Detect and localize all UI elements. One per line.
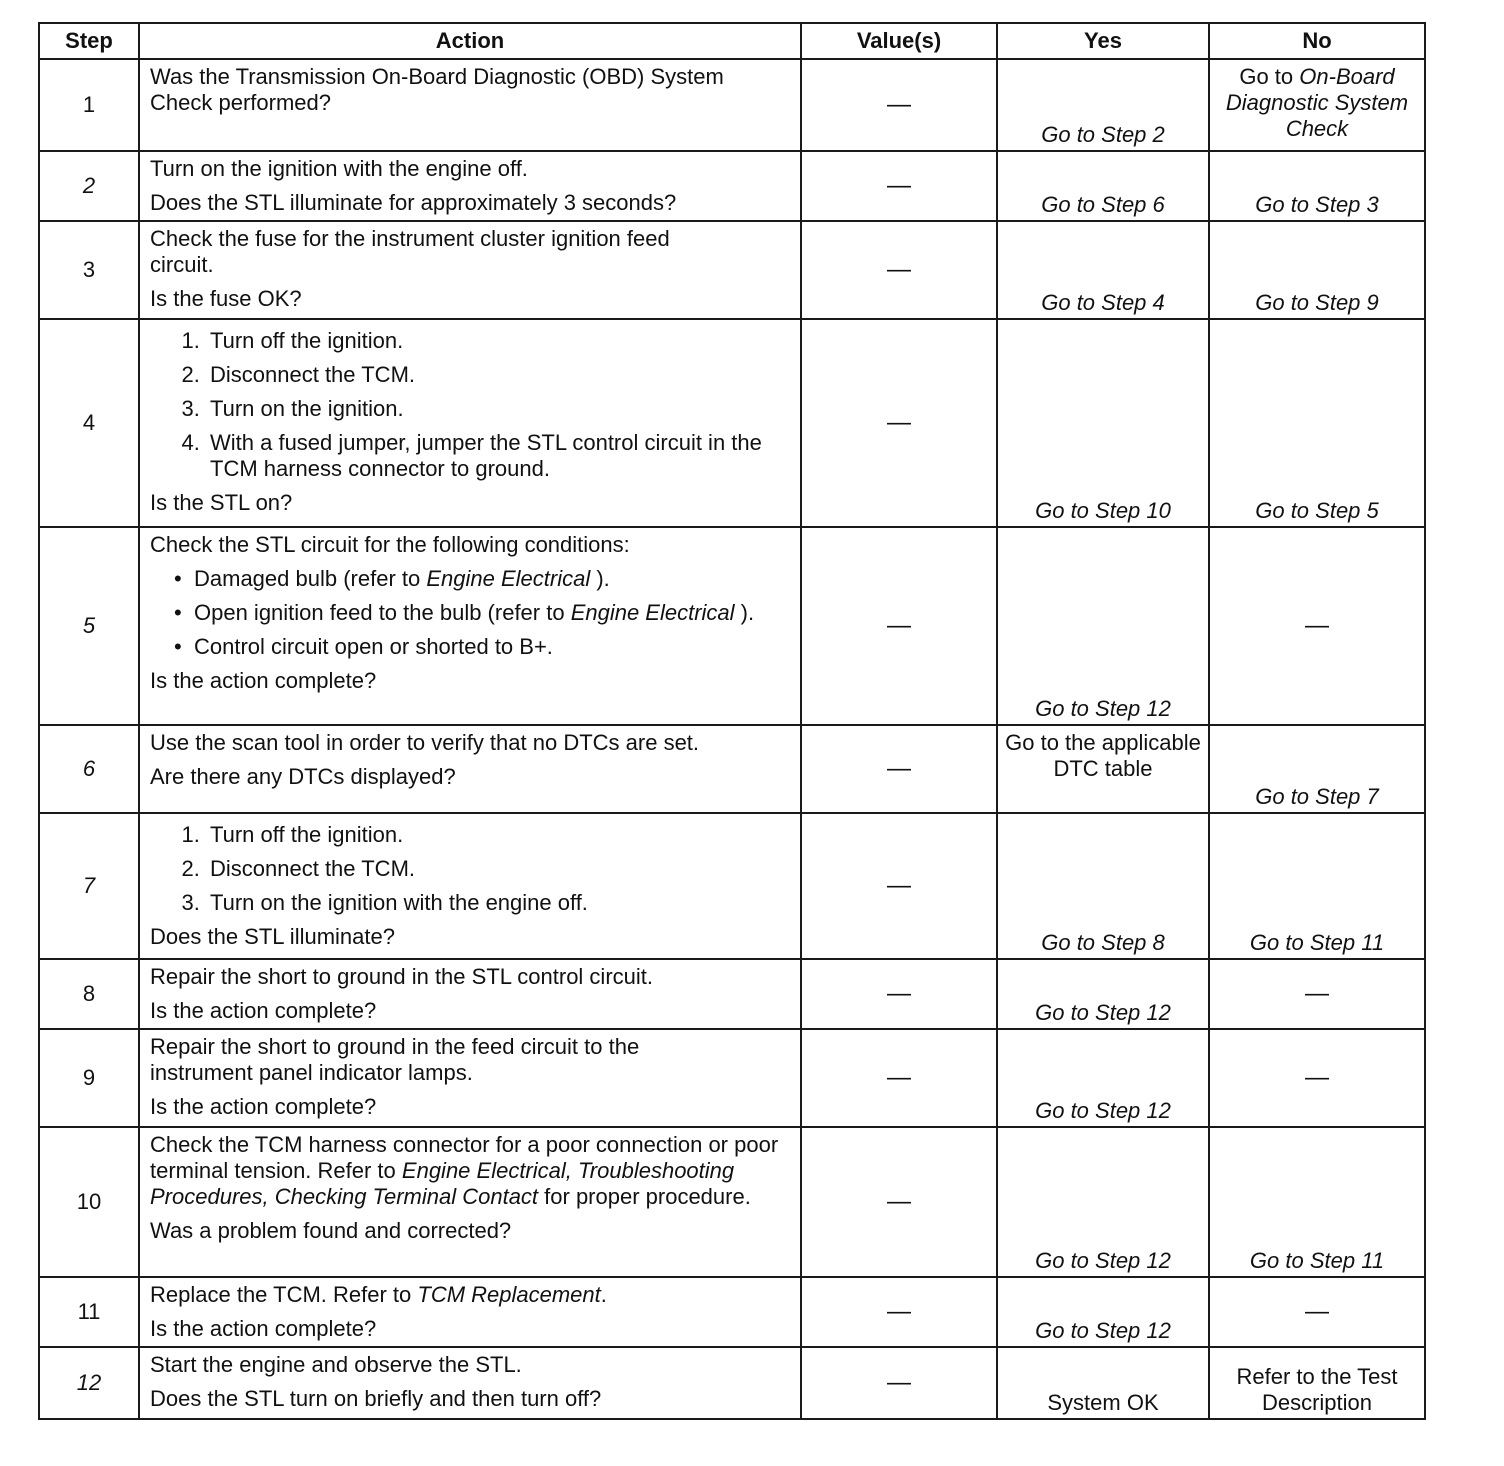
bullet-icon: • <box>174 600 182 625</box>
header-yes: Yes <box>997 23 1209 59</box>
action-text: Repair the short to ground in the feed circuit to the instrument panel indicator lamps. <box>150 1034 640 1085</box>
action-text: Check the STL circuit for the following conditions: <box>150 532 630 557</box>
header-no: No <box>1209 23 1425 59</box>
step-number: 1 <box>39 59 139 151</box>
action-cell <box>139 725 801 813</box>
value-cell: — <box>801 1029 997 1127</box>
no-prefix: Go to <box>1239 64 1300 89</box>
action-cell <box>139 319 801 527</box>
value-cell: — <box>801 813 997 959</box>
action-question: Does the STL illuminate for approximately 3 seconds? <box>150 190 677 215</box>
step-number: 7 <box>39 813 139 959</box>
no-cell: Refer to the Test Description <box>1209 1347 1425 1419</box>
table-row <box>39 725 1425 813</box>
yes-cell: Go to Step 12 <box>997 1127 1209 1277</box>
table-row <box>39 1347 1425 1419</box>
no-cell: — <box>1209 527 1425 725</box>
action-question: Does the STL turn on briefly and then turn off? <box>150 1386 602 1411</box>
value-cell: — <box>801 151 997 221</box>
table-row <box>39 1277 1425 1347</box>
value-cell: — <box>801 1127 997 1277</box>
no-cell: Go to Step 9 <box>1209 221 1425 319</box>
table-row <box>39 527 1425 725</box>
no-cell: — <box>1209 1029 1425 1127</box>
table-row <box>39 813 1425 959</box>
value-cell: — <box>801 959 997 1029</box>
action-cell <box>139 813 801 959</box>
action-steps-list <box>150 328 792 482</box>
list-item: • Open ignition feed to the bulb (refer to Engine Electrical ). <box>174 600 755 625</box>
step-number: 12 <box>39 1347 139 1419</box>
diagnostic-table-sheet <box>38 22 1424 1420</box>
yes-cell: Go to Step 10 <box>997 319 1209 527</box>
yes-cell: Go to Step 12 <box>997 959 1209 1029</box>
value-cell: — <box>801 221 997 319</box>
yes-cell: Go to Step 4 <box>997 221 1209 319</box>
step-number: 4 <box>39 319 139 527</box>
action-question: Does the STL illuminate? <box>150 924 395 949</box>
action-cell <box>139 1029 801 1127</box>
header-action: Action <box>139 23 801 59</box>
no-cell: Go to Step 3 <box>1209 151 1425 221</box>
action-text: Repair the short to ground in the STL control circuit. <box>150 964 653 989</box>
table-row <box>39 151 1425 221</box>
bullet-icon: • <box>174 634 182 659</box>
step-number: 3 <box>39 221 139 319</box>
step-number: 2 <box>39 151 139 221</box>
list-item: 2. Disconnect the TCM. <box>206 362 792 388</box>
no-italic-ref: On-Board Diagnostic System Check <box>1225 64 1409 141</box>
action-question: Are there any DTCs displayed? <box>150 764 456 789</box>
list-item: 3. Turn on the ignition with the engine off. <box>206 890 792 916</box>
table-row <box>39 1029 1425 1127</box>
yes-cell: Go to Step 12 <box>997 1029 1209 1127</box>
no-cell: Go to Step 7 <box>1209 725 1425 813</box>
list-item: 2. Disconnect the TCM. <box>206 856 792 882</box>
action-text: Was the Transmission On-Board Diagnostic (OBD) System Check performed? <box>150 64 724 115</box>
action-question: Is the STL on? <box>150 490 293 515</box>
list-item: 1. Turn off the ignition. <box>206 822 792 848</box>
action-text: Replace the TCM. Refer to TCM Replacement. <box>150 1282 607 1307</box>
no-cell <box>1209 59 1425 151</box>
no-cell: — <box>1209 959 1425 1029</box>
step-number: 11 <box>39 1277 139 1347</box>
yes-cell: Go to Step 12 <box>997 527 1209 725</box>
action-cell <box>139 959 801 1029</box>
action-text: Check the fuse for the instrument cluster ignition feed circuit. <box>150 226 670 277</box>
yes-cell: Go to the applicable DTC table <box>997 725 1209 813</box>
step-number: 8 <box>39 959 139 1029</box>
action-question: Is the fuse OK? <box>150 286 302 311</box>
value-cell: — <box>801 725 997 813</box>
step-number: 6 <box>39 725 139 813</box>
header-step: Step <box>39 23 139 59</box>
list-item: • Damaged bulb (refer to Engine Electrical ). <box>174 566 610 591</box>
table-row <box>39 221 1425 319</box>
action-question: Is the action complete? <box>150 668 377 693</box>
yes-cell: Go to Step 2 <box>997 59 1209 151</box>
diagnostic-table <box>38 22 1426 1420</box>
table-row <box>39 1127 1425 1277</box>
header-values: Value(s) <box>801 23 997 59</box>
action-cell <box>139 59 801 151</box>
list-item: • Control circuit open or shorted to B+. <box>174 634 553 659</box>
step-number: 10 <box>39 1127 139 1277</box>
yes-cell: System OK <box>997 1347 1209 1419</box>
no-cell: Go to Step 5 <box>1209 319 1425 527</box>
no-cell: — <box>1209 1277 1425 1347</box>
no-cell: Go to Step 11 <box>1209 813 1425 959</box>
condition-list <box>150 566 792 660</box>
table-row <box>39 319 1425 527</box>
action-text: Use the scan tool in order to verify that no DTCs are set. <box>150 730 700 755</box>
action-cell <box>139 221 801 319</box>
action-cell <box>139 1127 801 1277</box>
action-text: Check the TCM harness connector for a poor connection or poor terminal tension. Refer to Engine Electrical, Troubleshooting Procedures, Checking Terminal Contact for proper procedure. <box>150 1132 779 1209</box>
action-question: Is the action complete? <box>150 998 377 1023</box>
action-cell <box>139 1277 801 1347</box>
yes-cell: Go to Step 6 <box>997 151 1209 221</box>
yes-cell: Go to Step 8 <box>997 813 1209 959</box>
action-cell <box>139 527 801 725</box>
action-question: Was a problem found and corrected? <box>150 1218 512 1243</box>
value-cell: — <box>801 59 997 151</box>
yes-cell: Go to Step 12 <box>997 1277 1209 1347</box>
value-cell: — <box>801 319 997 527</box>
header-row <box>39 23 1425 59</box>
action-cell <box>139 1347 801 1419</box>
value-cell: — <box>801 1347 997 1419</box>
table-row <box>39 59 1425 151</box>
list-item: 3. Turn on the ignition. <box>206 396 792 422</box>
table-row <box>39 959 1425 1029</box>
step-number: 9 <box>39 1029 139 1127</box>
step-number: 5 <box>39 527 139 725</box>
value-cell: — <box>801 527 997 725</box>
action-text: Start the engine and observe the STL. <box>150 1352 522 1377</box>
value-cell: — <box>801 1277 997 1347</box>
list-item: 4. With a fused jumper, jumper the STL control circuit in the TCM harness connector to ground. <box>206 430 792 482</box>
action-cell <box>139 151 801 221</box>
action-text: Turn on the ignition with the engine off. <box>150 156 528 181</box>
bullet-icon: • <box>174 566 182 591</box>
no-cell: Go to Step 11 <box>1209 1127 1425 1277</box>
list-item: 1. Turn off the ignition. <box>206 328 792 354</box>
action-question: Is the action complete? <box>150 1094 377 1119</box>
action-steps-list <box>150 822 792 916</box>
action-question: Is the action complete? <box>150 1316 377 1341</box>
